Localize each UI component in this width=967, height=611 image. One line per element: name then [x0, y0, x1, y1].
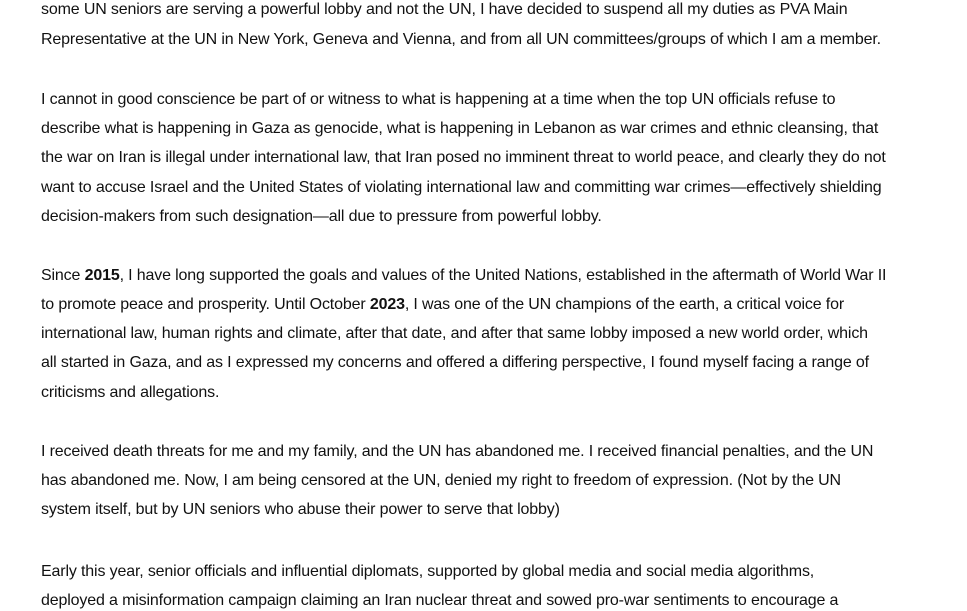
text-line: decision-makers from such designation—all due to pressure from powerful lobby.	[41, 208, 602, 225]
text-line: all started in Gaza, and as I expressed my concerns and offered a differing perspective, I found myself facing a range of	[41, 354, 869, 371]
text-line: deployed a misinformation campaign claiming an Iran nuclear threat and sowed pro-war sentiments to encourage a	[41, 592, 839, 609]
text-line	[41, 266, 886, 286]
text-segment: Since	[41, 267, 85, 284]
text-line: describe what is happening in Gaza as genocide, what is happening in Lebanon as war crimes and ethnic cleansing, that	[41, 120, 879, 137]
text-line: the war on Iran is illegal under international law, that Iran posed no imminent threat to world peace, and clearly they do not	[41, 149, 886, 166]
text-line: want to accuse Israel and the United States of violating international law and committing war crimes—effectively shielding	[41, 179, 882, 196]
text-line: I cannot in good conscience be part of or witness to what is happening at a time when the top UN officials refuse to	[41, 91, 836, 108]
text-line: Early this year, senior officials and influential diplomats, supported by global media and social media algorithms,	[41, 563, 815, 580]
text-line: some UN seniors are serving a powerful lobby and not the UN, I have decided to suspend all my duties as PVA Main	[41, 1, 848, 18]
text-line	[41, 295, 844, 315]
text-segment: , I have long supported the goals and values of the United Nations, established in the aftermath of World War II	[119, 267, 887, 284]
year-2023: 2023	[369, 296, 405, 313]
text-line: Representative at the UN in New York, Geneva and Vienna, and from all UN committees/groups of which I am a member.	[41, 31, 881, 48]
text-line: has abandoned me. Now, I am being censored at the UN, denied my right to freedom of expression. (Not by the UN	[41, 472, 841, 489]
text-line: criticisms and allegations.	[41, 384, 220, 401]
year-2015: 2015	[84, 267, 120, 284]
text-segment: , I was one of the UN champions of the earth, a critical voice for	[404, 296, 845, 313]
text-line: international law, human rights and climate, after that date, and after that same lobby imposed a new world order, which	[41, 325, 868, 342]
text-line: system itself, but by UN seniors who abuse their power to serve that lobby)	[41, 501, 560, 518]
text-segment: to promote peace and prosperity. Until October	[41, 296, 370, 313]
text-line: I received death threats for me and my family, and the UN has abandoned me. I received financial penalties, and the UN	[41, 443, 874, 460]
